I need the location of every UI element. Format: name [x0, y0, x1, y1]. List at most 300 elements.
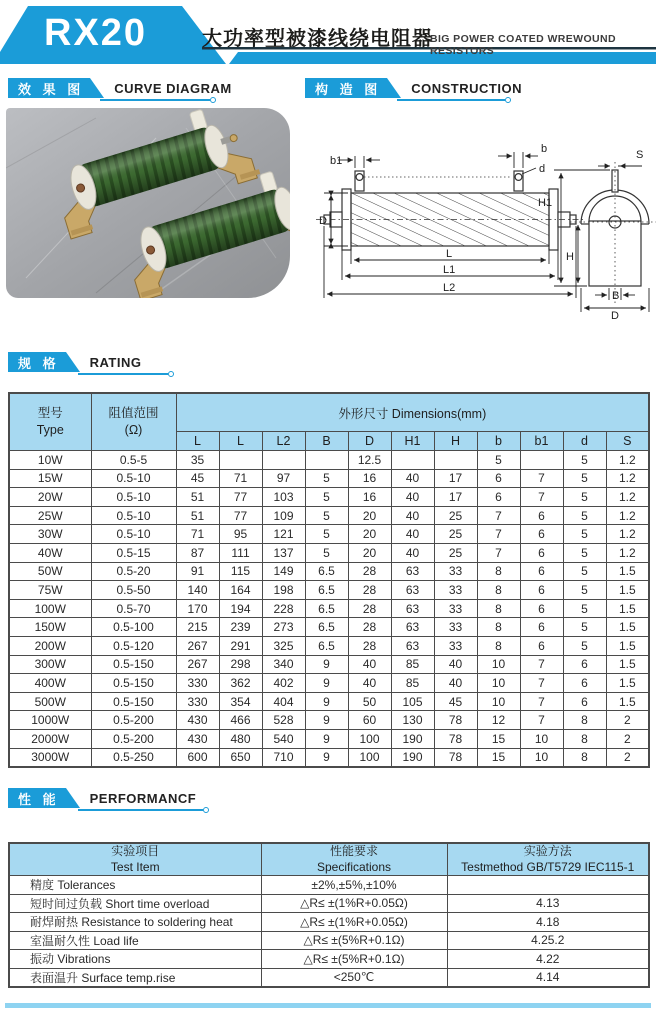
col-header-dimensions: 外形尺寸 Dimensions(mm)	[176, 393, 649, 432]
table-cell: 5	[305, 469, 348, 488]
table-cell: 121	[262, 525, 305, 544]
table-cell: 1.2	[606, 506, 649, 525]
table-cell: 28	[348, 581, 391, 600]
table-cell: 20	[348, 543, 391, 562]
table-cell: 194	[219, 599, 262, 618]
table-cell: 430	[176, 729, 219, 748]
table-cell: 12	[477, 711, 520, 730]
test-item-en: Test Item	[110, 859, 160, 874]
performance-header-row	[9, 843, 649, 876]
table-cell: 28	[348, 562, 391, 581]
table-cell: 6	[520, 618, 563, 637]
table-row	[9, 748, 649, 767]
table-row	[9, 469, 649, 488]
table-cell: 6	[477, 488, 520, 507]
dim-label-L2: L2	[443, 282, 456, 294]
table-cell: 4.14	[447, 968, 649, 987]
table-cell: 51	[176, 488, 219, 507]
table-cell: H	[434, 432, 477, 451]
table-row	[9, 562, 649, 581]
rating-header-row	[9, 393, 649, 432]
table-cell: 15W	[9, 469, 91, 488]
table-cell: 5	[563, 451, 606, 470]
table-cell: 6	[520, 636, 563, 655]
table-cell: 2	[606, 729, 649, 748]
table-cell: 6	[563, 674, 606, 693]
table-cell: H1	[391, 432, 434, 451]
construction-tag-slant	[387, 78, 401, 98]
range-unit: (Ω)	[124, 423, 143, 437]
range-cn: 阻值范围	[108, 406, 159, 421]
table-cell: 190	[391, 748, 434, 767]
product-title-cn: 大功率型被漆线绕电阻器	[202, 28, 433, 50]
model-title: RX20	[44, 12, 148, 54]
table-cell: 25W	[9, 506, 91, 525]
table-cell: 0.5-150	[91, 692, 176, 711]
table-cell: 6	[520, 599, 563, 618]
table-cell: 17	[434, 469, 477, 488]
underline-dot	[505, 97, 511, 103]
rating-table-body	[9, 451, 649, 768]
table-cell: 78	[434, 711, 477, 730]
table-cell: 5	[563, 506, 606, 525]
table-cell: 60	[348, 711, 391, 730]
dim-label-H: H	[566, 251, 574, 263]
table-cell: 150W	[9, 618, 91, 637]
table-cell: 430	[176, 711, 219, 730]
table-row	[9, 913, 649, 932]
table-cell: △R≤ ±(1%R+0.05Ω)	[261, 913, 447, 932]
table-cell: 8	[477, 562, 520, 581]
table-cell: S	[606, 432, 649, 451]
table-cell	[262, 451, 305, 470]
curve-underline	[100, 99, 210, 101]
table-cell: 1.2	[606, 469, 649, 488]
table-cell: 6.5	[305, 581, 348, 600]
table-cell: 9	[305, 711, 348, 730]
table-cell: 28	[348, 599, 391, 618]
curve-tag-slant	[90, 78, 104, 98]
table-cell: 325	[262, 636, 305, 655]
dim-label-H1: H1	[538, 197, 553, 209]
table-row	[9, 674, 649, 693]
table-cell: 5	[305, 543, 348, 562]
construction-label: CONSTRUCTION	[411, 80, 522, 96]
table-cell	[305, 451, 348, 470]
table-cell: B	[305, 432, 348, 451]
table-cell: 8	[477, 599, 520, 618]
table-cell: 354	[219, 692, 262, 711]
table-cell: 10	[520, 748, 563, 767]
table-row	[9, 655, 649, 674]
method-en: Testmethod GB/T5729 IEC115-1	[461, 859, 635, 874]
table-cell: 表面温升 Surface temp.rise	[9, 968, 261, 987]
table-cell: 63	[391, 581, 434, 600]
table-row	[9, 931, 649, 950]
table-row	[9, 488, 649, 507]
type-en: Type	[36, 423, 64, 437]
table-cell: 298	[219, 655, 262, 674]
table-cell: 9	[305, 729, 348, 748]
product-photo	[6, 108, 290, 298]
table-cell: 1.2	[606, 543, 649, 562]
table-cell: 2	[606, 711, 649, 730]
table-cell: 7	[520, 711, 563, 730]
table-cell: 6.5	[305, 636, 348, 655]
table-row	[9, 894, 649, 913]
resistor-photo-art	[6, 108, 290, 298]
table-cell: 190	[391, 729, 434, 748]
table-cell: 362	[219, 674, 262, 693]
table-row	[9, 599, 649, 618]
table-cell: 7	[520, 655, 563, 674]
table-cell: 228	[262, 599, 305, 618]
spec-cn: 性能要求	[329, 844, 378, 858]
table-cell: 33	[434, 562, 477, 581]
table-cell: 8	[563, 729, 606, 748]
table-cell: 2	[606, 748, 649, 767]
table-cell: 5	[563, 636, 606, 655]
performance-tag: 性 能	[8, 788, 66, 808]
table-cell: 0.5-10	[91, 469, 176, 488]
table-cell: 精度 Tolerances	[9, 876, 261, 895]
table-cell: b	[477, 432, 520, 451]
performance-table	[8, 842, 650, 988]
table-cell: 340	[262, 655, 305, 674]
table-cell: 137	[262, 543, 305, 562]
table-cell: 402	[262, 674, 305, 693]
table-cell: 78	[434, 729, 477, 748]
method-cn: 实验方法	[523, 844, 572, 858]
table-cell: 330	[176, 692, 219, 711]
table-cell: 25	[434, 506, 477, 525]
dim-label-S: S	[636, 149, 644, 161]
table-row	[9, 543, 649, 562]
table-cell: 140	[176, 581, 219, 600]
table-cell: 0.5-50	[91, 581, 176, 600]
table-cell: d	[563, 432, 606, 451]
curve-tag: 效 果 图	[8, 78, 90, 98]
table-cell: 0.5-10	[91, 506, 176, 525]
col-header-type	[9, 393, 91, 451]
construction-tag: 构 造 图	[305, 78, 387, 98]
table-cell: 85	[391, 655, 434, 674]
table-cell: 5	[563, 469, 606, 488]
table-cell: 103	[262, 488, 305, 507]
table-cell: 0.5-120	[91, 636, 176, 655]
table-cell: 7	[520, 692, 563, 711]
table-cell: 35	[176, 451, 219, 470]
table-cell: L2	[262, 432, 305, 451]
table-row	[9, 711, 649, 730]
table-cell: 5	[477, 451, 520, 470]
table-cell: 1000W	[9, 711, 91, 730]
table-cell: 1.5	[606, 562, 649, 581]
spec-en: Specifications	[316, 859, 392, 874]
table-cell: 63	[391, 618, 434, 637]
table-row	[9, 451, 649, 470]
table-cell: 105	[391, 692, 434, 711]
table-cell: 500W	[9, 692, 91, 711]
table-cell: 710	[262, 748, 305, 767]
table-cell: 0.5-70	[91, 599, 176, 618]
table-cell: 400W	[9, 674, 91, 693]
table-cell	[520, 451, 563, 470]
section-head-curve	[8, 78, 232, 98]
table-cell: 0.5-100	[91, 618, 176, 637]
table-cell: 291	[219, 636, 262, 655]
table-cell: 40	[434, 674, 477, 693]
table-cell: 17	[434, 488, 477, 507]
table-cell: 1.5	[606, 674, 649, 693]
dim-label-d: d	[539, 163, 546, 175]
table-cell: 16	[348, 488, 391, 507]
dim-label-b: b	[541, 143, 548, 155]
table-row	[9, 525, 649, 544]
table-cell: 77	[219, 506, 262, 525]
table-cell: D	[348, 432, 391, 451]
table-cell: 198	[262, 581, 305, 600]
table-cell: 1.2	[606, 488, 649, 507]
table-cell: 6.5	[305, 599, 348, 618]
table-cell: 528	[262, 711, 305, 730]
table-cell: 4.13	[447, 894, 649, 913]
table-cell: 63	[391, 636, 434, 655]
dim-label-L1: L1	[443, 264, 456, 276]
table-cell: 15	[477, 729, 520, 748]
table-cell: L	[176, 432, 219, 451]
section-head-performance	[8, 788, 196, 808]
table-cell: 1.5	[606, 581, 649, 600]
table-cell: 109	[262, 506, 305, 525]
performance-label: PERFORMANCF	[89, 790, 197, 806]
table-cell: 71	[176, 525, 219, 544]
table-cell: 6	[563, 655, 606, 674]
table-cell: 480	[219, 729, 262, 748]
curve-label: CURVE DIAGRAM	[114, 80, 232, 96]
table-cell: 40	[434, 655, 477, 674]
table-cell: 7	[477, 543, 520, 562]
table-cell: 5	[563, 562, 606, 581]
table-cell: 20W	[9, 488, 91, 507]
table-row	[9, 506, 649, 525]
table-cell: 30W	[9, 525, 91, 544]
table-cell: 50	[348, 692, 391, 711]
table-cell: 71	[219, 469, 262, 488]
table-cell: 200W	[9, 636, 91, 655]
table-cell: 7	[477, 506, 520, 525]
table-cell: <250℃	[261, 968, 447, 987]
type-cn: 型号	[37, 406, 63, 421]
table-cell: 1.5	[606, 636, 649, 655]
table-cell: 10	[520, 729, 563, 748]
table-cell: 40	[391, 469, 434, 488]
table-row	[9, 729, 649, 748]
table-cell: 9	[305, 655, 348, 674]
table-row	[9, 618, 649, 637]
table-cell: 0.5-20	[91, 562, 176, 581]
table-cell: 97	[262, 469, 305, 488]
table-cell: 短时间过负载 Short time overload	[9, 894, 261, 913]
construction-underline	[397, 99, 505, 101]
rating-underline	[78, 373, 168, 375]
col-header-range	[91, 393, 176, 451]
table-cell: 振动 Vibrations	[9, 950, 261, 969]
rating-tag-slant	[66, 352, 80, 372]
table-cell: b1	[520, 432, 563, 451]
table-cell: 273	[262, 618, 305, 637]
table-cell: 115	[219, 562, 262, 581]
table-cell: L	[219, 432, 262, 451]
table-cell: 10	[477, 692, 520, 711]
table-cell	[434, 451, 477, 470]
table-cell: 77	[219, 488, 262, 507]
table-cell: 111	[219, 543, 262, 562]
dim-label-L: L	[446, 248, 453, 260]
table-cell: 6	[520, 506, 563, 525]
table-cell: 267	[176, 636, 219, 655]
table-cell: 9	[305, 748, 348, 767]
table-cell: 33	[434, 636, 477, 655]
table-cell: 20	[348, 525, 391, 544]
table-cell: 20	[348, 506, 391, 525]
table-cell: 267	[176, 655, 219, 674]
table-cell: 7	[477, 525, 520, 544]
table-cell: 8	[477, 618, 520, 637]
table-cell: 7	[520, 469, 563, 488]
table-cell: 149	[262, 562, 305, 581]
table-cell: 4.18	[447, 913, 649, 932]
table-cell: 6.5	[305, 618, 348, 637]
table-cell: 室温耐久性 Load life	[9, 931, 261, 950]
table-cell: 7	[520, 488, 563, 507]
table-cell: 40	[348, 655, 391, 674]
table-cell: 0.5-5	[91, 451, 176, 470]
construction-diagram	[298, 138, 656, 320]
table-cell: △R≤ ±(1%R+0.05Ω)	[261, 894, 447, 913]
table-cell: 45	[176, 469, 219, 488]
table-cell: 5	[305, 488, 348, 507]
col-header-test-method	[447, 843, 649, 876]
table-row	[9, 950, 649, 969]
table-cell: 6	[563, 692, 606, 711]
table-cell	[391, 451, 434, 470]
table-cell: 215	[176, 618, 219, 637]
table-cell: 0.5-15	[91, 543, 176, 562]
table-row	[9, 636, 649, 655]
performance-underline	[78, 809, 203, 811]
table-cell: 16	[348, 469, 391, 488]
table-cell: 8	[563, 711, 606, 730]
section-head-rating	[8, 352, 142, 372]
table-cell	[447, 876, 649, 895]
rating-table	[8, 392, 650, 768]
col-header-specifications	[261, 843, 447, 876]
table-cell: 85	[391, 674, 434, 693]
table-cell: 7	[520, 674, 563, 693]
table-cell: 8	[477, 636, 520, 655]
table-cell: 40W	[9, 543, 91, 562]
footer-accent-bar	[5, 1003, 651, 1008]
table-cell: 1.5	[606, 599, 649, 618]
table-cell: 51	[176, 506, 219, 525]
table-cell: 28	[348, 636, 391, 655]
table-cell: 300W	[9, 655, 91, 674]
rating-label: RATING	[89, 354, 142, 370]
table-cell: 40	[391, 488, 434, 507]
rating-tag: 规 格	[8, 352, 66, 372]
table-cell: 8	[477, 581, 520, 600]
table-cell: 78	[434, 748, 477, 767]
dim-label-B: B	[612, 290, 620, 302]
table-cell: 164	[219, 581, 262, 600]
performance-tag-slant	[66, 788, 80, 808]
table-cell: 40	[391, 506, 434, 525]
table-cell: 8	[563, 748, 606, 767]
table-cell: 5	[563, 618, 606, 637]
table-cell: 1.2	[606, 451, 649, 470]
dim-label-D: D	[319, 215, 327, 227]
underline-dot	[210, 97, 216, 103]
table-cell: 15	[477, 748, 520, 767]
table-cell: 10	[477, 674, 520, 693]
table-cell: 1.5	[606, 618, 649, 637]
table-cell: 5	[563, 488, 606, 507]
dim-label-b1: b1	[330, 155, 343, 167]
table-cell: 9	[305, 692, 348, 711]
table-row	[9, 692, 649, 711]
table-cell: 0.5-150	[91, 655, 176, 674]
table-cell: △R≤ ±(5%R+0.1Ω)	[261, 950, 447, 969]
underline-dot	[168, 371, 174, 377]
table-cell: 466	[219, 711, 262, 730]
table-row	[9, 876, 649, 895]
table-cell: 1.2	[606, 525, 649, 544]
table-cell: 4.25.2	[447, 931, 649, 950]
underline-dot	[203, 807, 209, 813]
table-cell: 170	[176, 599, 219, 618]
table-cell: 25	[434, 543, 477, 562]
table-cell: 6	[520, 525, 563, 544]
table-row	[9, 581, 649, 600]
table-cell: 6.5	[305, 562, 348, 581]
table-cell: 33	[434, 618, 477, 637]
col-header-test-item	[9, 843, 261, 876]
table-cell: 63	[391, 599, 434, 618]
table-cell: 0.5-150	[91, 674, 176, 693]
table-cell: 12.5	[348, 451, 391, 470]
table-cell: 3000W	[9, 748, 91, 767]
table-cell: 2000W	[9, 729, 91, 748]
table-cell: 4.22	[447, 950, 649, 969]
table-cell: 540	[262, 729, 305, 748]
table-cell: 40	[391, 525, 434, 544]
table-cell: 40	[391, 543, 434, 562]
table-cell: 63	[391, 562, 434, 581]
table-cell: 330	[176, 674, 219, 693]
table-cell: 100	[348, 748, 391, 767]
dim-label-D-end: D	[611, 310, 619, 320]
table-cell: 87	[176, 543, 219, 562]
table-cell: 5	[563, 581, 606, 600]
table-cell: 404	[262, 692, 305, 711]
table-cell: 6	[477, 469, 520, 488]
performance-table-body	[9, 876, 649, 988]
table-cell: 5	[563, 599, 606, 618]
table-row	[9, 968, 649, 987]
table-cell: 6	[520, 562, 563, 581]
table-cell: △R≤ ±(5%R+0.1Ω)	[261, 931, 447, 950]
